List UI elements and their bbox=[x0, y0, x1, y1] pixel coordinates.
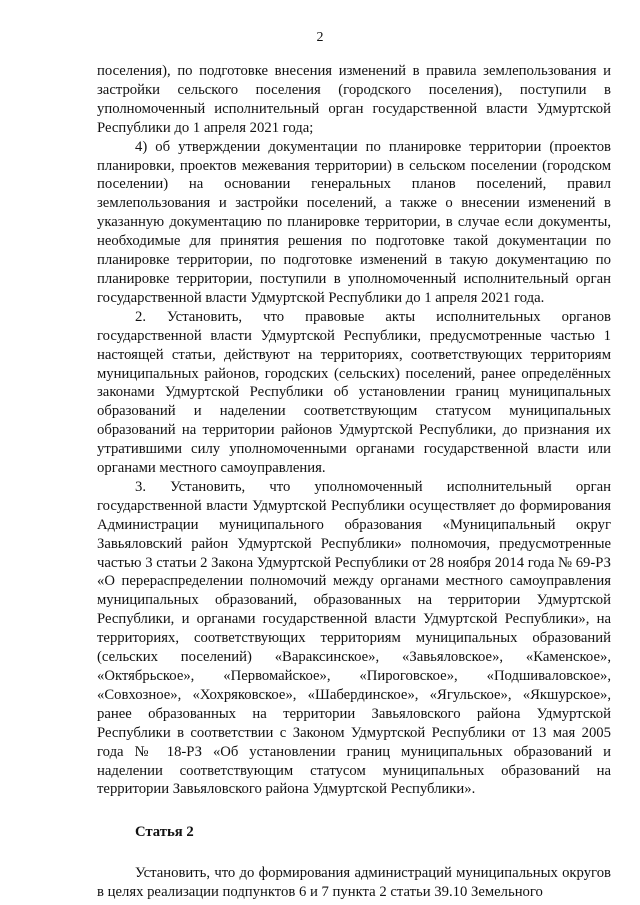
paragraph-point-2: 2. Установить, что правовые акты исполнительных органов государственной власти Удмуртской Республики, предусмотренные частью 1 настоящей статьи, действуют на территориях, соответствующих территориям муниципальных районов, городских (сельских) поселений, ранее определённых законами Удмуртской Республики об установлении границ муниципальных образований и наделении соответствующим статусом муниципальных образований на территории районов Удмуртской Республики, до признания их утратившими силу уполномоченными органами государственной власти или органами местного самоуправления. bbox=[97, 308, 611, 477]
paragraph-article-2: Установить, что до формирования администраций муниципальных округов в целях реализации подпунктов 6 и 7 пункта 2 статьи 39.10 Земельного bbox=[97, 865, 611, 901]
page-number: 2 bbox=[316, 30, 324, 45]
document-body bbox=[97, 62, 611, 902]
paragraph-item-4: 4) об утверждении документации по планировке территории (проектов планировки, проектов межевания территории) в сельском поселении (городском поселении) на основании генеральных планов поселений, правил землепользования и застройки поселений, а также о внесении изменений в указанную документацию по планировке территории, в случае если документы, необходимые для принятия решения по подготовке такой документации по планировке территории, по подготовке изменений в такую документацию по планировке территории, поступили в уполномоченный исполнительный орган государственной власти Удмуртской Республики до 1 апреля 2021 года. bbox=[97, 138, 611, 306]
article-heading: Статья 2 bbox=[135, 824, 194, 841]
paragraph-continuation: поселения), по подготовке внесения изменений в правила землепользования и застройки сельского поселения (городского поселения), поступили в уполномоченный исполнительный орган государственной власти Удмуртской Республики до 1 апреля 2021 года; bbox=[97, 63, 611, 136]
paragraph-point-3: 3. Установить, что уполномоченный исполнительный орган государственной власти Удмуртской Республики осуществляет до формирования Администрации муниципального образования «Муниципальный округ Завьяловский район Удмуртской Республики» полномочия, предусмотренные частью 3 статьи 2 Закона Удмуртской Республики от 28 ноября 2014 года № 69-РЗ «О перераспределении полномочий между органами местного самоуправления муниципальных образований, образованных на территории Удмуртской Республики, и органами государственной власти Удмуртской Республики», на территориях, соответствующих территориям муниципальных образований (сельских поселений) «Вараксинское», «Завьяловское», «Каменское», «Октябрьское», «Первомайское», «Пироговское», «Подшиваловское», «Совхозное», «Хохряковское», «Шабердинское», «Ягульское», «Якшурское», ранее образованных на территории Завьяловского района Удмуртской Республики в соответствии с Законом Удмуртской Республики от 13 мая 2005 года № 18-РЗ «Об установлении границ муниципальных образований и наделении соответствующим статусом муниципальных образований на территории Завьяловского района Удмуртской Республики». bbox=[97, 478, 611, 798]
